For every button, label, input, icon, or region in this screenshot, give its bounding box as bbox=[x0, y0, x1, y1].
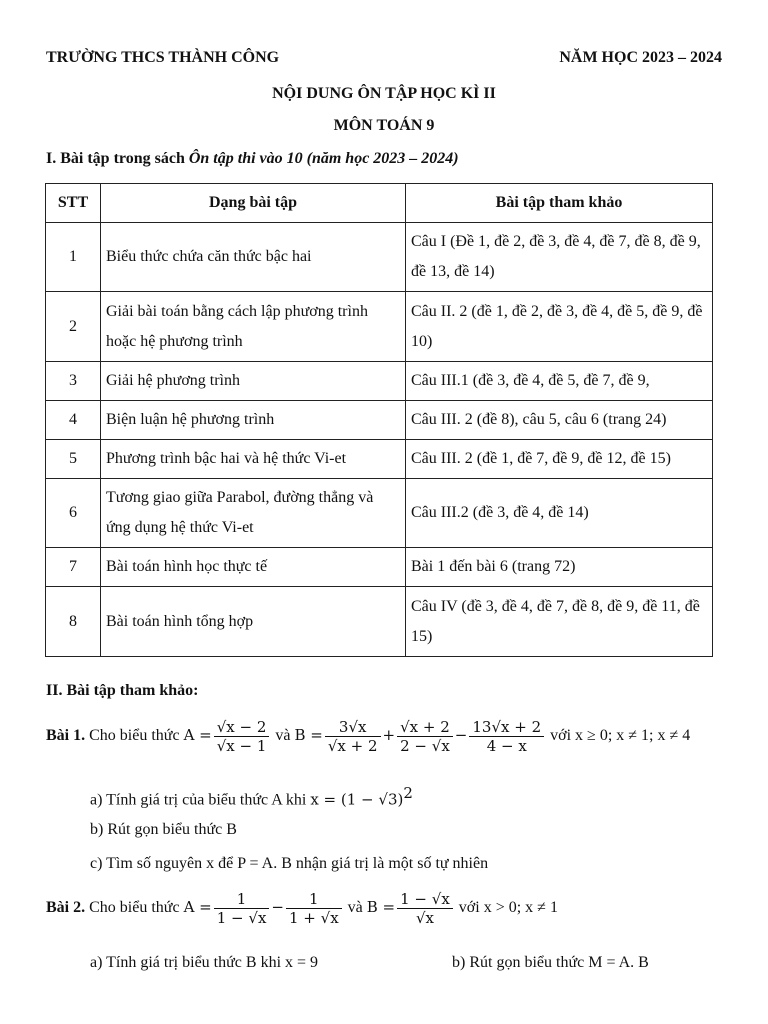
table-cell-stt: 8 bbox=[46, 587, 101, 657]
table-cell-reference: Câu IV (đề 3, đề 4, đề 7, đề 8, đề 9, đề 11, đề 15) bbox=[406, 587, 713, 657]
fraction-numerator: √x − 2 bbox=[214, 718, 270, 737]
section-1-prefix: I. Bài tập trong sách bbox=[46, 150, 189, 167]
table-row bbox=[46, 223, 713, 292]
expr-a-lhs: A = bbox=[183, 898, 212, 917]
table-cell-stt: 7 bbox=[46, 548, 101, 587]
table-cell-type: Giải hệ phương trình bbox=[101, 362, 406, 401]
table-row bbox=[46, 479, 713, 548]
section-2-heading: II. Bài tập tham khảo: bbox=[46, 682, 199, 699]
fraction-numerator: 3√x bbox=[325, 718, 381, 737]
exercise-1-label: Bài 1. bbox=[46, 727, 86, 745]
expr-b-fraction-3 bbox=[469, 718, 544, 755]
plus-sign: + bbox=[382, 726, 396, 745]
expr-b-lhs: B = bbox=[366, 898, 396, 917]
table-cell-reference: Câu III. 2 (đề 8), câu 5, câu 6 (trang 24) bbox=[406, 401, 713, 440]
section-1-book: Ôn tập thi vào 10 (năm học 2023 – 2024) bbox=[188, 150, 459, 167]
expr-b-fraction-1 bbox=[325, 718, 381, 755]
exercise-table bbox=[45, 183, 713, 657]
table-cell-reference: Câu III.2 (đề 3, đề 4, đề 14) bbox=[406, 479, 713, 548]
table-cell-type: Biểu thức chứa căn thức bậc hai bbox=[101, 223, 406, 292]
column-header-stt: STT bbox=[46, 184, 101, 223]
fraction-numerator: √x + 2 bbox=[397, 718, 453, 737]
exercise-1b: b) Rút gọn biểu thức B bbox=[90, 821, 237, 838]
section-1-heading bbox=[46, 150, 459, 168]
table-row bbox=[46, 292, 713, 362]
fraction-denominator: 4 − x bbox=[486, 737, 527, 755]
table-cell-reference: Câu III.1 (đề 3, đề 4, đề 5, đề 7, đề 9, bbox=[406, 362, 713, 401]
table-cell-type: Giải bài toán bằng cách lập phương trình hoặc hệ phương trình bbox=[101, 292, 406, 362]
expr-a-fraction-2 bbox=[286, 890, 342, 927]
table-cell-type: Phương trình bậc hai và hệ thức Vi-et bbox=[101, 440, 406, 479]
exercise-2 bbox=[46, 890, 558, 927]
conjunction: và bbox=[275, 727, 295, 745]
expr-b-fraction-2 bbox=[397, 718, 453, 755]
exercise-1a-expr: x = (1 − √3) bbox=[310, 790, 404, 809]
table-cell-type: Bài toán hình học thực tế bbox=[101, 548, 406, 587]
table-cell-stt: 6 bbox=[46, 479, 101, 548]
fraction-numerator: 13√x + 2 bbox=[469, 718, 544, 737]
minus-sign: − bbox=[454, 726, 468, 745]
expr-b-lhs: B = bbox=[294, 726, 323, 745]
table-cell-stt: 3 bbox=[46, 362, 101, 401]
table-cell-reference: Câu I (Đề 1, đề 2, đề 3, đề 4, đề 7, đề 8, đề 9, đề 13, đề 14) bbox=[406, 223, 713, 292]
school-name: TRƯỜNG THCS THÀNH CÔNG bbox=[46, 49, 280, 66]
exercise-1a bbox=[90, 784, 413, 809]
table-row bbox=[46, 401, 713, 440]
fraction-denominator: √x bbox=[415, 909, 434, 927]
fraction-denominator: 1 − √x bbox=[216, 909, 267, 927]
exercise-1-intro: Cho biểu thức bbox=[85, 727, 184, 745]
table-cell-type: Biện luận hệ phương trình bbox=[101, 401, 406, 440]
table-row bbox=[46, 548, 713, 587]
table-cell-reference: Bài 1 đến bài 6 (trang 72) bbox=[406, 548, 713, 587]
expr-a-lhs: A = bbox=[183, 726, 212, 745]
table-cell-reference: Câu III. 2 (đề 1, đề 7, đề 9, đề 12, đề 15) bbox=[406, 440, 713, 479]
column-header-reference: Bài tập tham khảo bbox=[406, 184, 713, 223]
column-header-type: Dạng bài tập bbox=[101, 184, 406, 223]
table-row bbox=[46, 587, 713, 657]
table-cell-stt: 4 bbox=[46, 401, 101, 440]
subject-title: MÔN TOÁN 9 bbox=[333, 117, 435, 134]
exercise-2-label: Bài 2. bbox=[46, 899, 86, 917]
exercise-2a: a) Tính giá trị biểu thức B khi x = 9 bbox=[90, 954, 319, 971]
exercise-1-condition: với x ≥ 0; x ≠ 1; x ≠ 4 bbox=[550, 727, 691, 745]
fraction-numerator: 1 bbox=[286, 890, 342, 909]
fraction-denominator: 2 − √x bbox=[400, 737, 450, 755]
table-cell-stt: 2 bbox=[46, 292, 101, 362]
table-cell-stt: 1 bbox=[46, 223, 101, 292]
minus-sign: − bbox=[271, 898, 284, 917]
table-cell-reference: Câu II. 2 (đề 1, đề 2, đề 3, đề 4, đề 5, đề 9, đề 10) bbox=[406, 292, 713, 362]
table-header-row bbox=[46, 184, 713, 223]
table-cell-stt: 5 bbox=[46, 440, 101, 479]
fraction-numerator: 1 − √x bbox=[397, 890, 453, 909]
exercise-1 bbox=[46, 718, 690, 755]
expr-b-fraction bbox=[397, 890, 453, 927]
exercise-1a-text: a) Tính giá trị của biểu thức A khi bbox=[90, 791, 311, 809]
expr-a-fraction bbox=[214, 718, 270, 755]
school-year: NĂM HỌC 2023 – 2024 bbox=[559, 49, 722, 66]
expr-a-fraction-1 bbox=[214, 890, 270, 927]
exercise-1a-exponent: 2 bbox=[403, 784, 413, 802]
document-title: NỘI DUNG ÔN TẬP HỌC KÌ II bbox=[272, 85, 496, 102]
exercise-2b: b) Rút gọn biểu thức M = A. B bbox=[452, 954, 649, 971]
exercise-1c: c) Tìm số nguyên x để P = A. B nhận giá trị là một số tự nhiên bbox=[90, 855, 489, 872]
table-row bbox=[46, 362, 713, 401]
fraction-numerator: 1 bbox=[214, 890, 270, 909]
exercise-2-intro: Cho biểu thức bbox=[85, 899, 184, 917]
conjunction: và bbox=[347, 899, 367, 917]
exercise-2-condition: với x > 0; x ≠ 1 bbox=[458, 899, 558, 917]
table-cell-type: Tương giao giữa Parabol, đường thẳng và ứng dụng hệ thức Vi-et bbox=[101, 479, 406, 548]
fraction-denominator: √x − 1 bbox=[216, 737, 267, 755]
fraction-denominator: √x + 2 bbox=[327, 737, 378, 755]
document-header bbox=[46, 49, 722, 71]
table-row bbox=[46, 440, 713, 479]
table-cell-type: Bài toán hình tổng hợp bbox=[101, 587, 406, 657]
fraction-denominator: 1 + √x bbox=[288, 909, 339, 927]
